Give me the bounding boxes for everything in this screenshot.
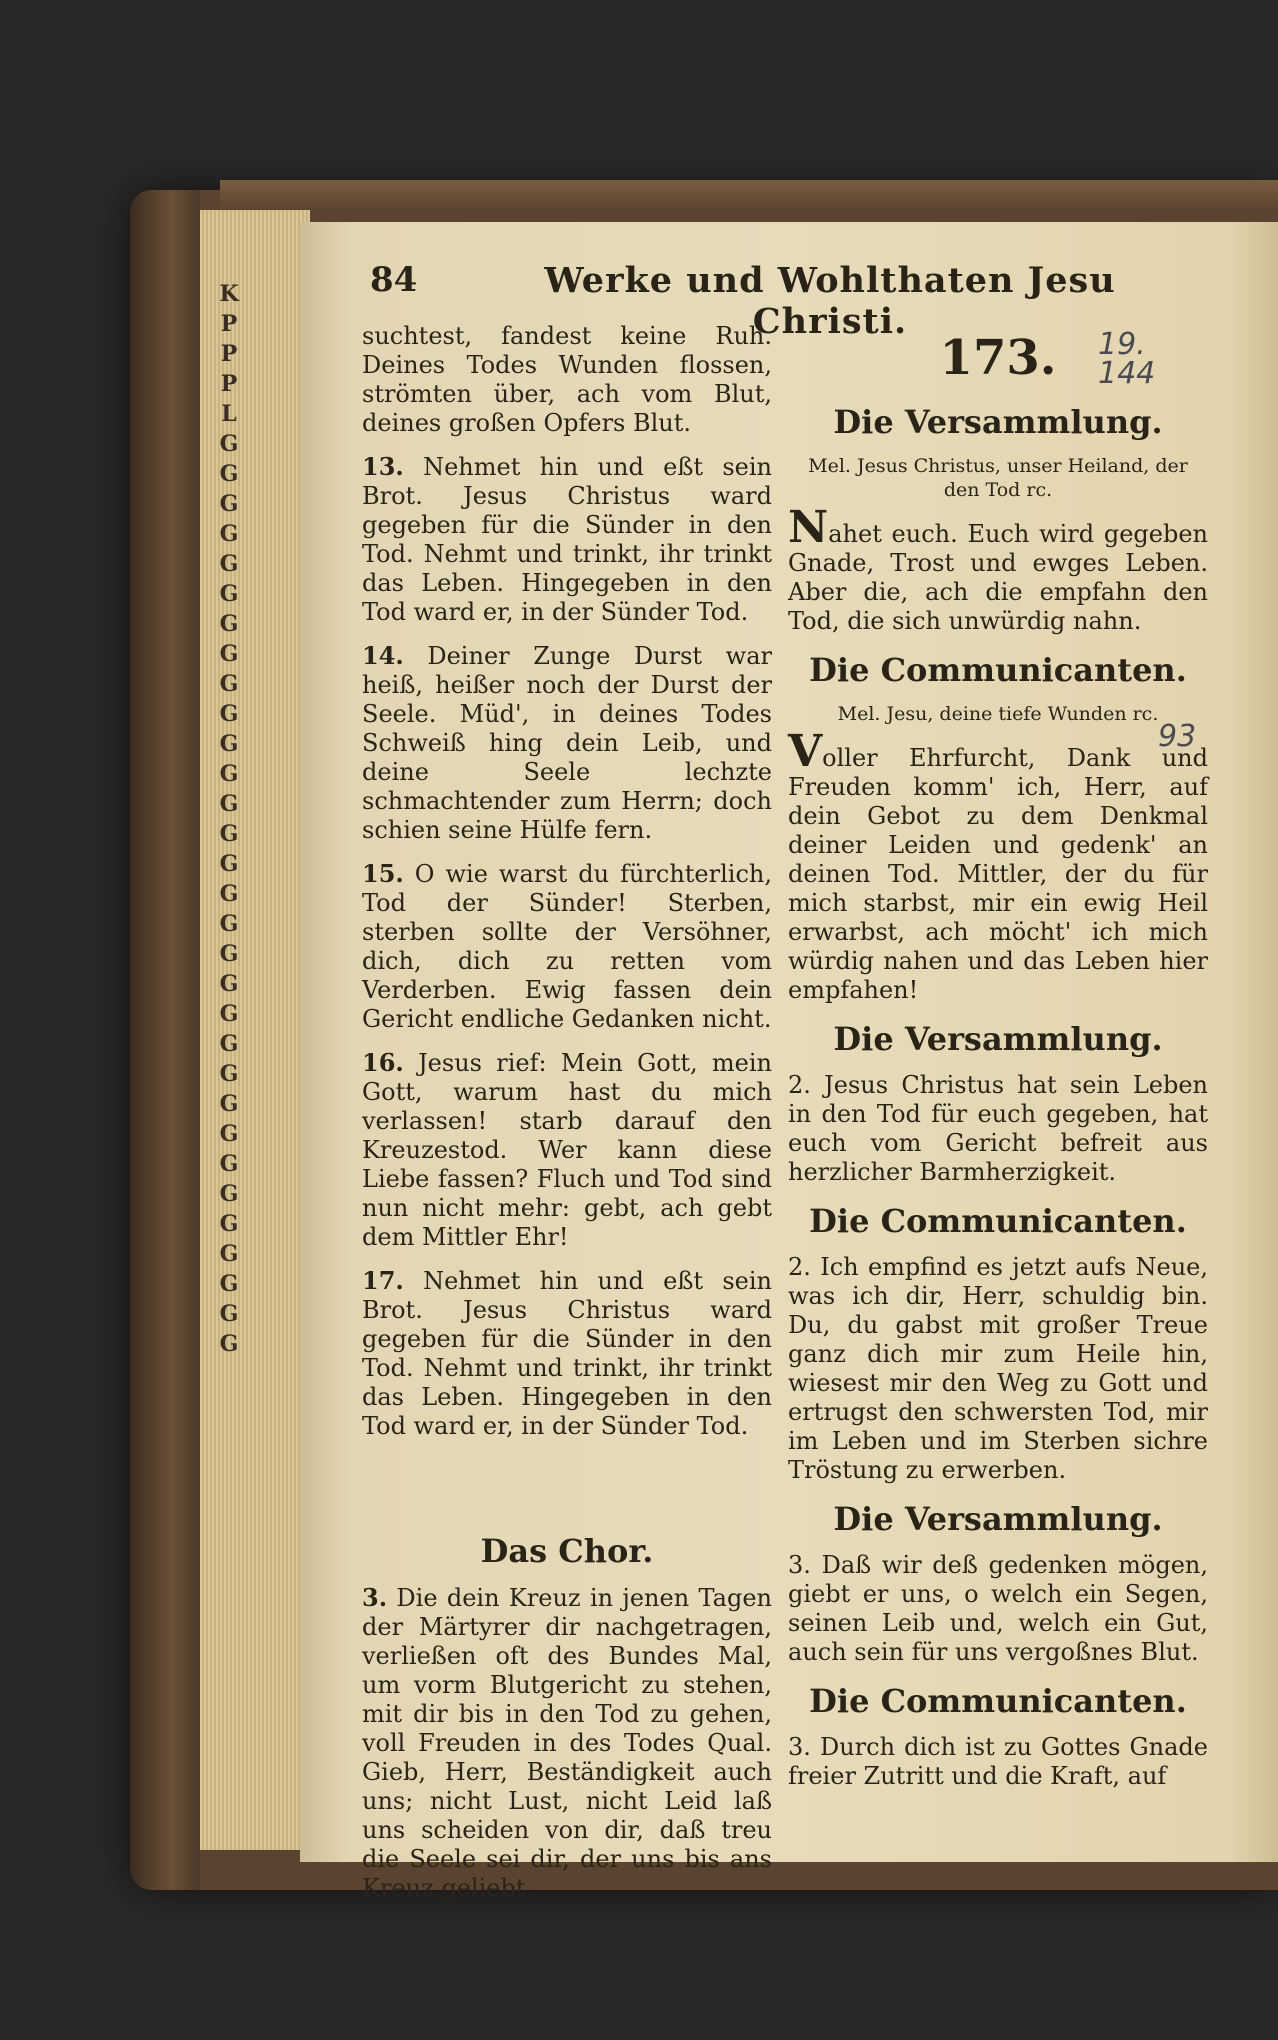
verse-text: 3. Daß wir deß gedenken mögen, giebt er uns, o welch ein Segen, seinen Leib und, welch ein Gut, auch sein für uns vergoßnes Blut.: [788, 1551, 1208, 1666]
page-header: [370, 260, 1270, 342]
thumb-tab: G: [219, 911, 239, 937]
thumb-tab: G: [219, 1091, 239, 1117]
verse-text: Deiner Zunge Durst war heiß, heißer noch der Durst der Seele. Müd', in deines Todes Schweiß hing dein Leib, und deine Seele lechzte schmachtender zum Herrn; doch schien seine Hülfe fern.: [362, 642, 772, 844]
verse: [362, 1583, 772, 1903]
thumb-tab: G: [219, 521, 239, 547]
section-heading: Die Communicanten.: [809, 651, 1187, 689]
verse: [362, 859, 772, 1034]
thumb-tab: G: [219, 431, 239, 457]
thumb-tab: G: [219, 1301, 239, 1327]
thumb-tab: G: [219, 851, 239, 877]
thumb-tab: G: [219, 461, 239, 487]
verse: [362, 452, 772, 627]
verse-text: 3. Durch dich ist zu Gottes Gnade freier Zutritt und die Kraft, auf: [788, 1733, 1208, 1790]
verse-text: Jesus rief: Mein Gott, mein Gott, warum hast du mich verlassen! starb darauf den Kreuzestod. Wer kann diese Liebe fassen? Fluch und Tod sind nun nicht mehr: gebt, ach gebt dem Mittler Ehr!: [362, 1049, 772, 1251]
right-column: [788, 322, 1208, 1805]
thumb-tab: G: [219, 581, 239, 607]
verse-number: 3.: [362, 1583, 388, 1612]
thumb-tab: G: [219, 611, 239, 637]
section-heading: Die Versammlung.: [833, 1500, 1163, 1538]
verse-number: 14.: [362, 641, 404, 670]
spacer: [362, 1455, 772, 1517]
verse-text: suchtest, fandest keine Ruh. Deines Todes Wunden flossen, strömten über, ach vom Blut, deines großen Opfers Blut.: [362, 322, 772, 437]
verse-text: ahet euch. Euch wird gegeben Gnade, Trost und ewges Leben. Aber die, ach die empfahn den Tod, die sich unwürdig nahn.: [788, 520, 1208, 635]
thumb-tab: G: [219, 701, 239, 727]
verse-text: O wie warst du fürchterlich, Tod der Sünder! Sterben, sterben sollte der Versöhner, dich, dich zu retten vom Verderben. Ewig fassen dein Gericht endliche Gedanken nicht.: [362, 860, 772, 1033]
melody-line: Mel. Jesus Christus, unser Heiland, der den Tod rc.: [808, 455, 1188, 501]
verse: [788, 502, 1208, 636]
book-spine: [130, 190, 200, 1890]
thumb-tab: P: [220, 371, 238, 397]
verse: [788, 1733, 1208, 1791]
verse: [788, 1071, 1208, 1187]
verse-number: 13.: [362, 452, 404, 481]
thumb-tab: L: [221, 401, 237, 427]
verse-number: 15.: [362, 859, 404, 888]
thumb-tab: G: [219, 1121, 239, 1147]
verse-number: 16.: [362, 1048, 404, 1077]
verse: [788, 1253, 1208, 1485]
verse-text: Nehmet hin und eßt sein Brot. Jesus Christus ward gegeben für die Sünder in den Tod. Nehmt und trinkt, ihr trinkt das Leben. Hingegeben in den Tod ward er, in der Sünder Tod.: [362, 1267, 772, 1440]
thumb-tab: G: [219, 1331, 239, 1357]
thumb-tab: P: [220, 311, 238, 337]
drop-capital: N: [788, 502, 829, 553]
drop-capital: V: [788, 726, 823, 777]
thumb-tab: G: [219, 1001, 239, 1027]
verse-text: 2. Ich empfind es jetzt aufs Neue, was ich dir, Herr, schuldig bin. Du, du gabst mit großer Treue ganz dich mir zum Heile hin, wiesest mir den Weg zu Gott und ertrugst den schwersten Tod, mir im Leben und im Sterben sichre Tröstung zu erwerben.: [788, 1253, 1208, 1484]
thumb-tab: G: [219, 881, 239, 907]
verse-text: 2. Jesus Christus hat sein Leben in den Tod für euch gegeben, hat euch vom Gericht befreit aus herzlicher Barmherzigkeit.: [788, 1071, 1208, 1186]
thumb-tab: G: [219, 941, 239, 967]
verse: [362, 322, 772, 438]
thumb-index-tabs: [212, 280, 246, 1780]
thumb-tab: G: [219, 731, 239, 757]
verse-text: oller Ehrfurcht, Dank und Freuden komm' ich, Herr, auf dein Gebot zu dem Denkmal deiner Leiden und gedenk' an deinen Tod. Mittler, der du für mich starbst, mir ein ewig Heil erwarbst, ach möcht' ich mich würdig nahen und das Leben hier empfahen!: [788, 744, 1208, 1004]
thumb-tab: G: [219, 791, 239, 817]
section-heading: Die Communicanten.: [809, 1682, 1187, 1720]
hymn-number: 173.: [939, 330, 1057, 386]
handwritten-note-2: 93: [1158, 719, 1197, 754]
melody-line: Mel. Jesu, deine tiefe Wunden rc.: [837, 703, 1159, 725]
thumb-tab: G: [219, 551, 239, 577]
handwritten-note: 19. 144: [1098, 327, 1156, 391]
thumb-tab: K: [219, 281, 239, 307]
thumb-tab: G: [219, 1241, 239, 1267]
running-title: Werke und Wohlthaten Jesu Christi.: [544, 260, 1116, 342]
thumb-tab: G: [219, 1181, 239, 1207]
thumb-tab: G: [219, 1031, 239, 1057]
left-column: [362, 322, 772, 1917]
verse-text: Nehmet hin und eßt sein Brot. Jesus Christus ward gegeben für die Sünder in den Tod. Nehmt und trinkt, ihr trinkt das Leben. Hingegeben in den Tod ward er, in der Sünder Tod.: [362, 453, 772, 626]
thumb-tab: G: [219, 1271, 239, 1297]
section-heading: Die Versammlung.: [833, 403, 1163, 441]
section-heading: Die Versammlung.: [833, 1020, 1163, 1058]
thumb-tab: G: [219, 641, 239, 667]
section-heading: Die Communicanten.: [809, 1202, 1187, 1240]
verse: [362, 641, 772, 845]
book-page: [300, 222, 1278, 1902]
thumb-tab: G: [219, 1211, 239, 1237]
page-number: 84: [370, 260, 418, 300]
thumb-tab: G: [219, 821, 239, 847]
book-top-edge: [220, 180, 1278, 210]
thumb-tab: G: [219, 671, 239, 697]
thumb-tab: P: [220, 341, 238, 367]
thumb-tab: G: [219, 1151, 239, 1177]
verse-text: Die dein Kreuz in jenen Tagen der Märtyrer dir nachgetragen, verließen oft des Bundes Mal, um vorm Blutgericht zu stehen, mit dir bis in den Tod zu gehen, voll Freuden in des Todes Qual. Gieb, Herr, Beständigkeit auch uns; nicht Lust, nicht Leid laß uns scheiden von dir, daß treu die Seele sei dir, der uns bis ans Kreuz geliebt.: [362, 1584, 772, 1902]
thumb-tab: G: [219, 761, 239, 787]
verse: [362, 1048, 772, 1252]
verse: [788, 1551, 1208, 1667]
verse: [362, 1266, 772, 1441]
thumb-tab: G: [219, 971, 239, 997]
thumb-tab: G: [219, 1061, 239, 1087]
thumb-tab: G: [219, 491, 239, 517]
verse-number: 17.: [362, 1266, 404, 1295]
section-heading: Das Chor.: [480, 1532, 654, 1570]
